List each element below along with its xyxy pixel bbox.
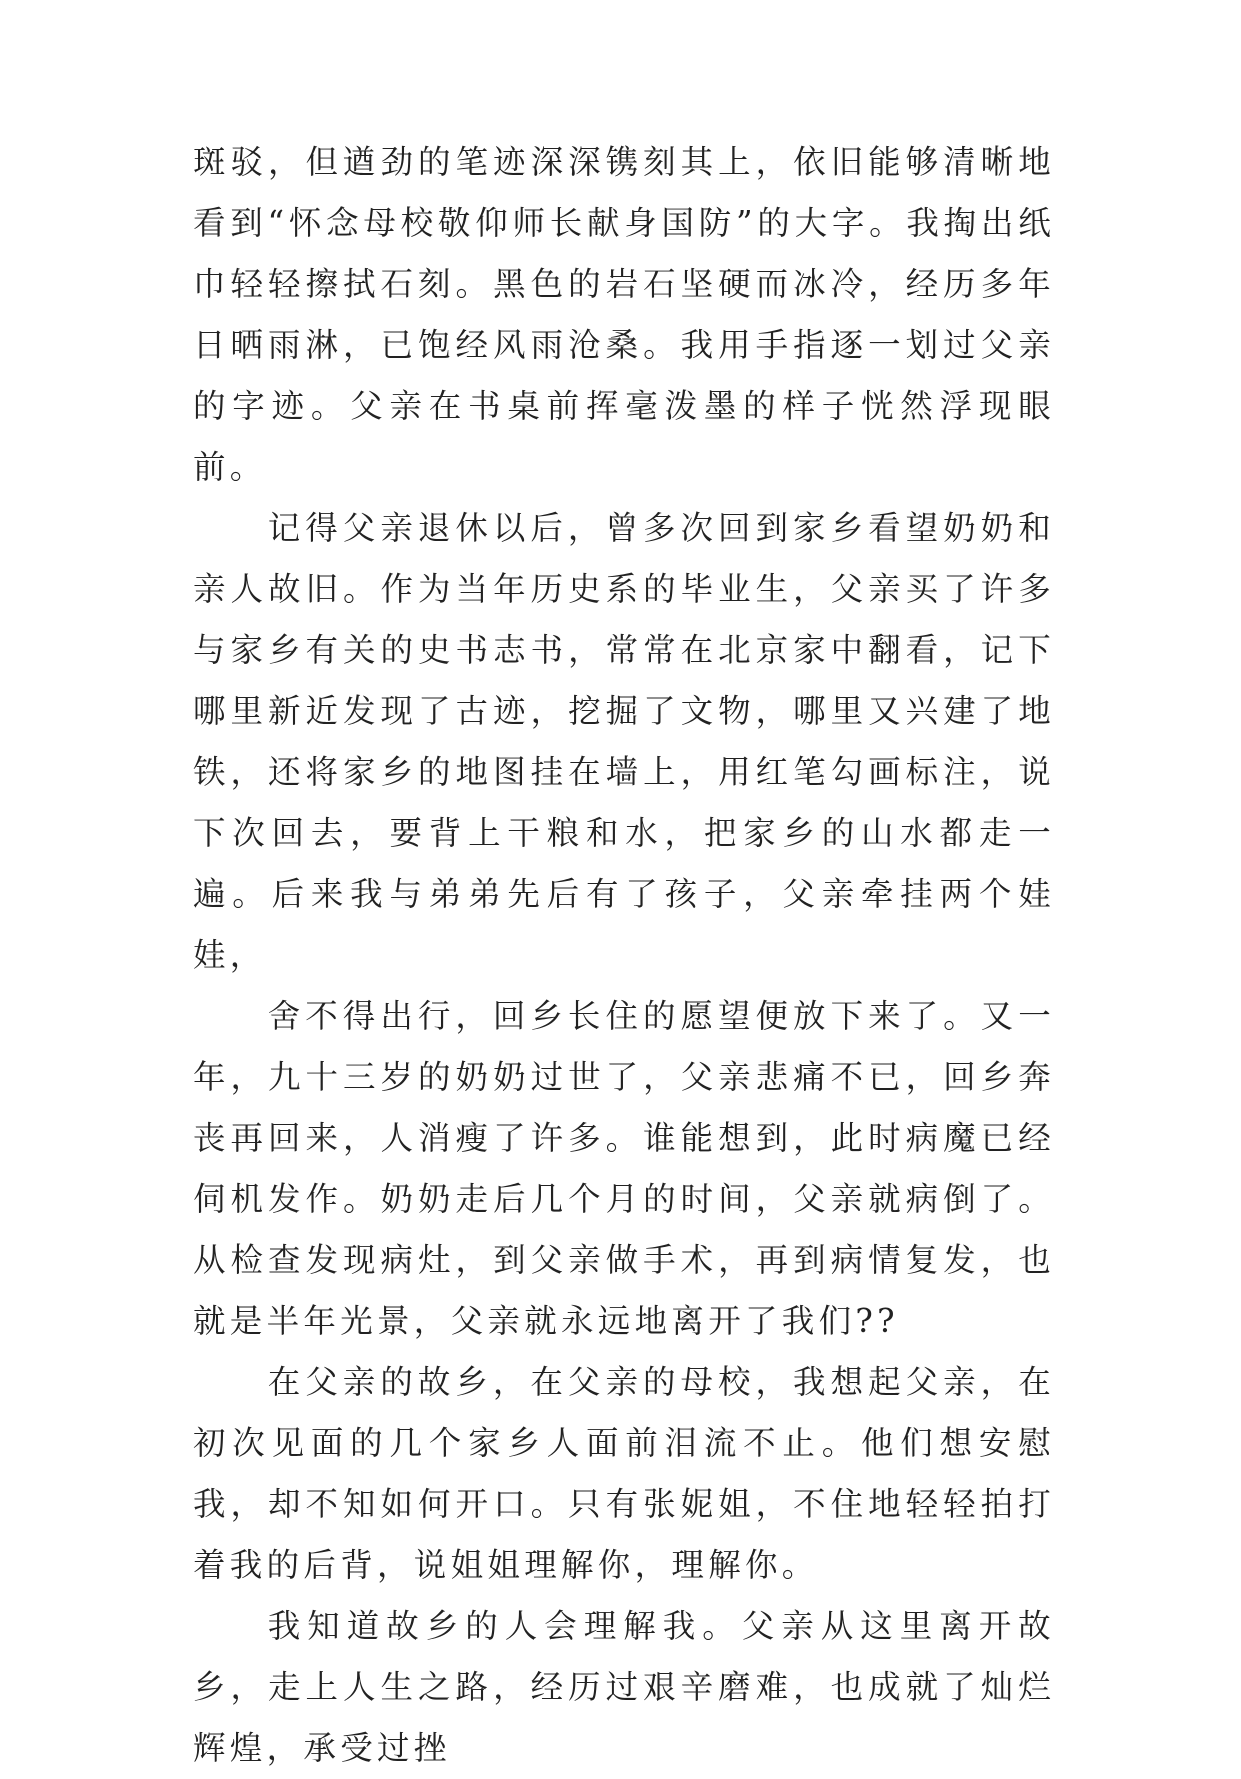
document-body <box>193 132 1055 1779</box>
paragraph-4: 在父亲的故乡，在父亲的母校，我想起父亲，在初次见面的几个家乡人面前泪流不止。他们想安慰我，却不知如何开口。只有张妮姐，不住地轻轻拍打着我的后背，说姐姐理解你，理解你。 <box>193 1363 1055 1584</box>
paragraph-5: 我知道故乡的人会理解我。父亲从这里离开故乡，走上人生之路，经历过艰辛磨难，也成就了灿烂辉煌，承受过挫 <box>193 1607 1055 1767</box>
paragraph-2: 记得父亲退休以后，曾多次回到家乡看望奶奶和亲人故旧。作为当年历史系的毕业生，父亲买了许多与家乡有关的史书志书，常常在北京家中翻看，记下哪里新近发现了古迹，挖掘了文物，哪里又兴建了地铁，还将家乡的地图挂在墙上，用红笔勾画标注，说下次回去，要背上干粮和水，把家乡的山水都走一遍。后来我与弟弟先后有了孩子，父亲牵挂两个娃娃， <box>193 509 1055 974</box>
paragraph-1: 斑驳，但遒劲的笔迹深深镌刻其上，依旧能够清晰地看到“怀念母校敬仰师长献身国防”的大字。我掏出纸巾轻轻擦拭石刻。黑色的岩石坚硬而冰冷，经历多年日晒雨淋，已饱经风雨沧桑。我用手指逐一划过父亲的字迹。父亲在书桌前挥毫泼墨的样子恍然浮现眼前。 <box>193 143 1055 486</box>
paragraph-3: 舍不得出行，回乡长住的愿望便放下来了。又一年，九十三岁的奶奶过世了，父亲悲痛不已，回乡奔丧再回来，人消瘦了许多。谁能想到，此时病魔已经伺机发作。奶奶走后几个月的时间，父亲就病倒了。从检查发现病灶，到父亲做手术，再到病情复发，也就是半年光景，父亲就永远地离开了我们?? <box>193 997 1055 1340</box>
